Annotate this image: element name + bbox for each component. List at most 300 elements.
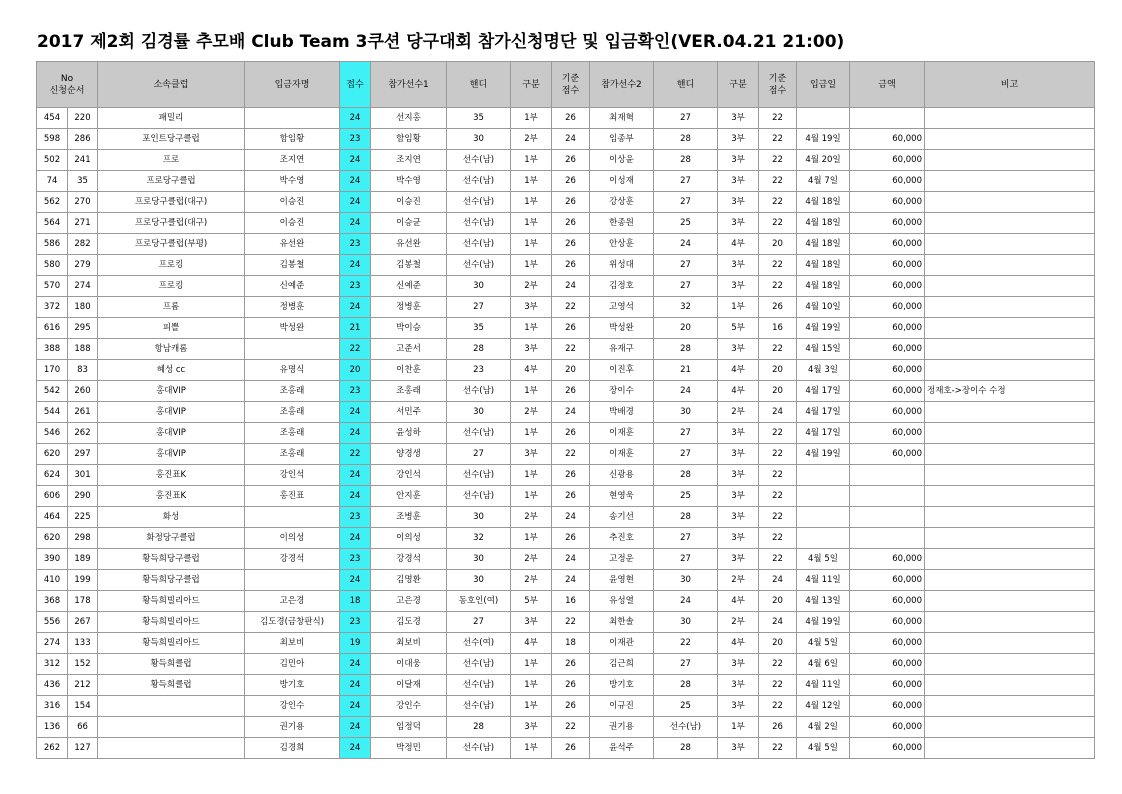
cell-division2: 4부 <box>718 633 759 654</box>
cell-handi2: 27 <box>654 444 718 465</box>
cell-player2: 권기용 <box>590 717 654 738</box>
cell-base2: 22 <box>759 213 797 234</box>
cell-handi2: 27 <box>654 255 718 276</box>
cell-amount: 60,000 <box>850 360 925 381</box>
cell-no: 454 <box>37 108 68 129</box>
cell-order: 178 <box>68 591 98 612</box>
cell-base1: 26 <box>552 738 590 759</box>
table-row <box>37 675 1095 696</box>
cell-base2: 26 <box>759 297 797 318</box>
cell-depositor: 홍진표 <box>245 486 340 507</box>
cell-remarks <box>925 108 1095 129</box>
cell-player1: 선지홍 <box>371 108 447 129</box>
cell-handi2: 선수(남) <box>654 717 718 738</box>
cell-club: 피쁠 <box>98 318 245 339</box>
cell-handi1: 선수(여) <box>447 633 511 654</box>
cell-deposit-date: 4월 11일 <box>797 570 850 591</box>
table-row <box>37 696 1095 717</box>
cell-deposit-date: 4월 10일 <box>797 297 850 318</box>
cell-no: 570 <box>37 276 68 297</box>
cell-base1: 22 <box>552 444 590 465</box>
cell-order: 225 <box>68 507 98 528</box>
cell-amount <box>850 486 925 507</box>
cell-base1: 24 <box>552 129 590 150</box>
cell-base1: 22 <box>552 339 590 360</box>
cell-base2: 22 <box>759 696 797 717</box>
cell-deposit-date: 4월 2일 <box>797 717 850 738</box>
cell-depositor: 조홍래 <box>245 402 340 423</box>
cell-base2: 22 <box>759 339 797 360</box>
cell-deposit-date: 4월 17일 <box>797 423 850 444</box>
cell-order: 66 <box>68 717 98 738</box>
cell-amount: 60,000 <box>850 696 925 717</box>
cell-handi1: 선수(남) <box>447 738 511 759</box>
cell-base1: 24 <box>552 402 590 423</box>
cell-depositor: 방기호 <box>245 675 340 696</box>
header-club: 소속클럽 <box>98 62 245 108</box>
cell-base1: 22 <box>552 297 590 318</box>
table-row <box>37 381 1095 402</box>
cell-handi2: 30 <box>654 612 718 633</box>
cell-remarks <box>925 675 1095 696</box>
cell-base1: 26 <box>552 654 590 675</box>
cell-player1: 정병훈 <box>371 297 447 318</box>
cell-deposit-date <box>797 486 850 507</box>
header-amount: 금액 <box>850 62 925 108</box>
cell-accept: 23 <box>340 381 371 402</box>
cell-division1: 1부 <box>511 318 552 339</box>
cell-handi1: 35 <box>447 318 511 339</box>
cell-no: 620 <box>37 444 68 465</box>
cell-club: 프로킹 <box>98 276 245 297</box>
cell-club <box>98 717 245 738</box>
cell-accept: 24 <box>340 171 371 192</box>
cell-accept: 23 <box>340 276 371 297</box>
cell-depositor: 이승진 <box>245 213 340 234</box>
cell-depositor <box>245 108 340 129</box>
cell-base2: 20 <box>759 633 797 654</box>
cell-order: 180 <box>68 297 98 318</box>
cell-division1: 3부 <box>511 612 552 633</box>
cell-deposit-date <box>797 507 850 528</box>
cell-division1: 1부 <box>511 738 552 759</box>
cell-remarks <box>925 129 1095 150</box>
cell-club: 패밀리 <box>98 108 245 129</box>
cell-remarks <box>925 549 1095 570</box>
cell-no: 606 <box>37 486 68 507</box>
header-handi2: 핸디 <box>654 62 718 108</box>
cell-no: 562 <box>37 192 68 213</box>
cell-player2: 박성완 <box>590 318 654 339</box>
cell-player2: 방기호 <box>590 675 654 696</box>
cell-depositor <box>245 570 340 591</box>
cell-no: 136 <box>37 717 68 738</box>
cell-player1: 조지연 <box>371 150 447 171</box>
cell-club <box>98 696 245 717</box>
cell-player1: 양경생 <box>371 444 447 465</box>
cell-division2: 3부 <box>718 255 759 276</box>
cell-division2: 3부 <box>718 486 759 507</box>
cell-handi1: 30 <box>447 276 511 297</box>
cell-handi1: 30 <box>447 549 511 570</box>
cell-no: 546 <box>37 423 68 444</box>
cell-deposit-date: 4월 6일 <box>797 654 850 675</box>
cell-division1: 1부 <box>511 528 552 549</box>
cell-deposit-date: 4월 17일 <box>797 402 850 423</box>
header-base2-a: 기준 <box>768 73 787 84</box>
cell-depositor: 박수영 <box>245 171 340 192</box>
cell-no: 556 <box>37 612 68 633</box>
cell-order: 152 <box>68 654 98 675</box>
cell-accept: 23 <box>340 507 371 528</box>
cell-amount: 60,000 <box>850 192 925 213</box>
cell-club: 혜성 cc <box>98 360 245 381</box>
cell-player2: 이진후 <box>590 360 654 381</box>
cell-depositor: 유명식 <box>245 360 340 381</box>
cell-division2: 3부 <box>718 339 759 360</box>
cell-base1: 26 <box>552 318 590 339</box>
cell-deposit-date <box>797 528 850 549</box>
cell-depositor: 이승진 <box>245 192 340 213</box>
cell-club: 프로당구클럽(부평) <box>98 234 245 255</box>
cell-remarks <box>925 528 1095 549</box>
cell-depositor: 조홍래 <box>245 444 340 465</box>
cell-player1: 박이승 <box>371 318 447 339</box>
cell-player2: 한종원 <box>590 213 654 234</box>
cell-division1: 5부 <box>511 591 552 612</box>
cell-base1: 26 <box>552 675 590 696</box>
cell-deposit-date: 4월 7일 <box>797 171 850 192</box>
cell-handi2: 20 <box>654 318 718 339</box>
header-division1: 구분 <box>511 62 552 108</box>
cell-handi1: 선수(남) <box>447 423 511 444</box>
cell-amount: 60,000 <box>850 444 925 465</box>
cell-order: 267 <box>68 612 98 633</box>
cell-amount: 60,000 <box>850 339 925 360</box>
cell-base1: 18 <box>552 633 590 654</box>
cell-division2: 3부 <box>718 696 759 717</box>
cell-division1: 1부 <box>511 150 552 171</box>
cell-division2: 3부 <box>718 276 759 297</box>
cell-amount: 60,000 <box>850 402 925 423</box>
cell-player1: 이승균 <box>371 213 447 234</box>
cell-remarks <box>925 339 1095 360</box>
cell-handi2: 28 <box>654 465 718 486</box>
cell-amount: 60,000 <box>850 738 925 759</box>
cell-depositor: 김민아 <box>245 654 340 675</box>
table-row <box>37 297 1095 318</box>
cell-remarks <box>925 192 1095 213</box>
cell-order: 154 <box>68 696 98 717</box>
cell-division1: 2부 <box>511 276 552 297</box>
cell-division2: 3부 <box>718 192 759 213</box>
cell-accept: 19 <box>340 633 371 654</box>
cell-order: 260 <box>68 381 98 402</box>
cell-remarks <box>925 234 1095 255</box>
cell-division2: 1부 <box>718 717 759 738</box>
cell-accept: 24 <box>340 570 371 591</box>
cell-division1: 1부 <box>511 192 552 213</box>
cell-deposit-date <box>797 108 850 129</box>
cell-division1: 3부 <box>511 444 552 465</box>
cell-club: 프로당구클럽 <box>98 171 245 192</box>
header-accept: 접수 <box>340 62 371 108</box>
cell-handi1: 27 <box>447 612 511 633</box>
cell-depositor: 이의성 <box>245 528 340 549</box>
cell-base1: 26 <box>552 696 590 717</box>
cell-amount: 60,000 <box>850 423 925 444</box>
cell-accept: 24 <box>340 423 371 444</box>
cell-handi2: 28 <box>654 507 718 528</box>
table-row <box>37 402 1095 423</box>
cell-player2: 위성대 <box>590 255 654 276</box>
cell-depositor: 강경석 <box>245 549 340 570</box>
cell-player1: 강인수 <box>371 696 447 717</box>
table-row <box>37 444 1095 465</box>
cell-handi2: 28 <box>654 129 718 150</box>
cell-amount <box>850 465 925 486</box>
cell-amount: 60,000 <box>850 213 925 234</box>
cell-remarks <box>925 486 1095 507</box>
cell-player2: 이성재 <box>590 171 654 192</box>
header-base1-b: 점수 <box>561 85 580 96</box>
cell-player2: 강상훈 <box>590 192 654 213</box>
cell-no: 544 <box>37 402 68 423</box>
cell-player1: 윤성하 <box>371 423 447 444</box>
page-title: 2017 제2회 김경률 추모배 Club Team 3쿠션 당구대회 참가신청명단 및 입금확인(VER.04.21 21:00) <box>37 32 845 52</box>
cell-club: 홍대VIP <box>98 381 245 402</box>
header-base1-a: 기준 <box>561 73 580 84</box>
cell-handi2: 27 <box>654 171 718 192</box>
cell-player2: 이재훈 <box>590 423 654 444</box>
cell-division1: 1부 <box>511 465 552 486</box>
cell-player2: 김정호 <box>590 276 654 297</box>
cell-player2: 이재훈 <box>590 444 654 465</box>
cell-base2: 22 <box>759 171 797 192</box>
cell-player1: 김도경 <box>371 612 447 633</box>
cell-amount <box>850 108 925 129</box>
table-row <box>37 549 1095 570</box>
cell-base1: 26 <box>552 255 590 276</box>
cell-player1: 신예준 <box>371 276 447 297</box>
cell-handi1: 35 <box>447 108 511 129</box>
cell-amount: 60,000 <box>850 255 925 276</box>
table-row <box>37 717 1095 738</box>
cell-division1: 1부 <box>511 171 552 192</box>
cell-deposit-date: 4월 20일 <box>797 150 850 171</box>
cell-player2: 박배경 <box>590 402 654 423</box>
cell-amount <box>850 507 925 528</box>
cell-club: 프로킹 <box>98 255 245 276</box>
cell-base2: 22 <box>759 108 797 129</box>
cell-division1: 3부 <box>511 297 552 318</box>
cell-amount: 60,000 <box>850 591 925 612</box>
cell-base2: 22 <box>759 675 797 696</box>
cell-handi2: 24 <box>654 381 718 402</box>
cell-no: 170 <box>37 360 68 381</box>
cell-remarks <box>925 717 1095 738</box>
cell-no: 368 <box>37 591 68 612</box>
cell-remarks <box>925 423 1095 444</box>
cell-handi2: 28 <box>654 738 718 759</box>
cell-division2: 3부 <box>718 150 759 171</box>
cell-accept: 20 <box>340 360 371 381</box>
cell-base2: 20 <box>759 591 797 612</box>
cell-handi2: 27 <box>654 528 718 549</box>
cell-division1: 1부 <box>511 255 552 276</box>
cell-club: 프로당구클럽(대구) <box>98 192 245 213</box>
cell-club: 항남캐롬 <box>98 339 245 360</box>
cell-player2: 이상윤 <box>590 150 654 171</box>
cell-division1: 2부 <box>511 129 552 150</box>
cell-handi1: 선수(남) <box>447 150 511 171</box>
cell-base1: 22 <box>552 612 590 633</box>
cell-handi2: 27 <box>654 108 718 129</box>
cell-player1: 이승진 <box>371 192 447 213</box>
cell-accept: 24 <box>340 654 371 675</box>
cell-deposit-date: 4월 11일 <box>797 675 850 696</box>
cell-player2: 유성열 <box>590 591 654 612</box>
cell-amount: 60,000 <box>850 549 925 570</box>
cell-deposit-date: 4월 5일 <box>797 633 850 654</box>
cell-player1: 이의성 <box>371 528 447 549</box>
table-row <box>37 528 1095 549</box>
cell-player2: 신광용 <box>590 465 654 486</box>
cell-handi2: 32 <box>654 297 718 318</box>
cell-accept: 24 <box>340 108 371 129</box>
cell-club: 황득희빌리아드 <box>98 633 245 654</box>
cell-amount: 60,000 <box>850 612 925 633</box>
cell-player1: 고준서 <box>371 339 447 360</box>
cell-amount: 60,000 <box>850 717 925 738</box>
cell-depositor: 강인석 <box>245 465 340 486</box>
cell-club: 홍대VIP <box>98 444 245 465</box>
cell-player2: 김근희 <box>590 654 654 675</box>
cell-remarks <box>925 360 1095 381</box>
cell-order: 271 <box>68 213 98 234</box>
cell-order: 212 <box>68 675 98 696</box>
cell-division2: 3부 <box>718 654 759 675</box>
table-row <box>37 108 1095 129</box>
cell-no: 436 <box>37 675 68 696</box>
cell-depositor: 박성완 <box>245 318 340 339</box>
cell-handi1: 30 <box>447 570 511 591</box>
cell-depositor <box>245 339 340 360</box>
cell-base2: 22 <box>759 486 797 507</box>
cell-no: 372 <box>37 297 68 318</box>
table-row <box>37 570 1095 591</box>
cell-player1: 김명환 <box>371 570 447 591</box>
cell-depositor: 강인수 <box>245 696 340 717</box>
cell-club: 황득희클럽 <box>98 675 245 696</box>
cell-order: 127 <box>68 738 98 759</box>
table-row <box>37 423 1095 444</box>
header-player2: 참가선수2 <box>590 62 654 108</box>
cell-remarks <box>925 696 1095 717</box>
cell-division1: 1부 <box>511 234 552 255</box>
cell-deposit-date <box>797 465 850 486</box>
header-handi1: 핸디 <box>447 62 511 108</box>
cell-division1: 1부 <box>511 696 552 717</box>
cell-accept: 24 <box>340 297 371 318</box>
cell-player2: 고정운 <box>590 549 654 570</box>
cell-amount: 60,000 <box>850 318 925 339</box>
cell-base2: 22 <box>759 738 797 759</box>
cell-handi1: 28 <box>447 717 511 738</box>
cell-handi2: 30 <box>654 570 718 591</box>
cell-accept: 21 <box>340 318 371 339</box>
cell-division2: 1부 <box>718 297 759 318</box>
cell-player1: 최보비 <box>371 633 447 654</box>
cell-deposit-date: 4월 18일 <box>797 255 850 276</box>
cell-no: 464 <box>37 507 68 528</box>
cell-accept: 24 <box>340 192 371 213</box>
cell-remarks <box>925 738 1095 759</box>
cell-division2: 2부 <box>718 402 759 423</box>
cell-depositor: 고은경 <box>245 591 340 612</box>
cell-amount: 60,000 <box>850 234 925 255</box>
cell-base1: 26 <box>552 528 590 549</box>
cell-handi2: 25 <box>654 213 718 234</box>
cell-handi1: 선수(남) <box>447 696 511 717</box>
cell-accept: 23 <box>340 549 371 570</box>
table-row <box>37 276 1095 297</box>
table-row <box>37 612 1095 633</box>
cell-division1: 2부 <box>511 402 552 423</box>
cell-base1: 26 <box>552 234 590 255</box>
cell-player1: 박수영 <box>371 171 447 192</box>
cell-remarks <box>925 402 1095 423</box>
table-row <box>37 633 1095 654</box>
cell-player2: 이재관 <box>590 633 654 654</box>
table-row <box>37 318 1095 339</box>
cell-deposit-date: 4월 5일 <box>797 738 850 759</box>
cell-handi2: 25 <box>654 486 718 507</box>
cell-division1: 1부 <box>511 108 552 129</box>
cell-club: 프로 <box>98 150 245 171</box>
cell-club: 황득희당구클럽 <box>98 549 245 570</box>
cell-depositor: 최보비 <box>245 633 340 654</box>
cell-handi1: 30 <box>447 129 511 150</box>
cell-player2: 최재혁 <box>590 108 654 129</box>
cell-order: 279 <box>68 255 98 276</box>
cell-deposit-date: 4월 3일 <box>797 360 850 381</box>
cell-base1: 26 <box>552 150 590 171</box>
table-row <box>37 507 1095 528</box>
cell-handi1: 선수(남) <box>447 255 511 276</box>
table-row <box>37 129 1095 150</box>
cell-remarks <box>925 276 1095 297</box>
cell-order: 133 <box>68 633 98 654</box>
cell-accept: 24 <box>340 675 371 696</box>
cell-base2: 22 <box>759 654 797 675</box>
cell-player2: 안상훈 <box>590 234 654 255</box>
cell-division2: 5부 <box>718 318 759 339</box>
cell-amount: 60,000 <box>850 654 925 675</box>
cell-division2: 4부 <box>718 381 759 402</box>
table-row <box>37 339 1095 360</box>
cell-handi1: 선수(남) <box>447 213 511 234</box>
cell-handi1: 선수(남) <box>447 171 511 192</box>
cell-base1: 26 <box>552 192 590 213</box>
cell-handi2: 27 <box>654 549 718 570</box>
cell-accept: 24 <box>340 150 371 171</box>
cell-amount: 60,000 <box>850 297 925 318</box>
table-row <box>37 465 1095 486</box>
cell-no: 542 <box>37 381 68 402</box>
cell-remarks: 정재호->장이수 수정 <box>925 381 1095 402</box>
cell-division1: 3부 <box>511 717 552 738</box>
